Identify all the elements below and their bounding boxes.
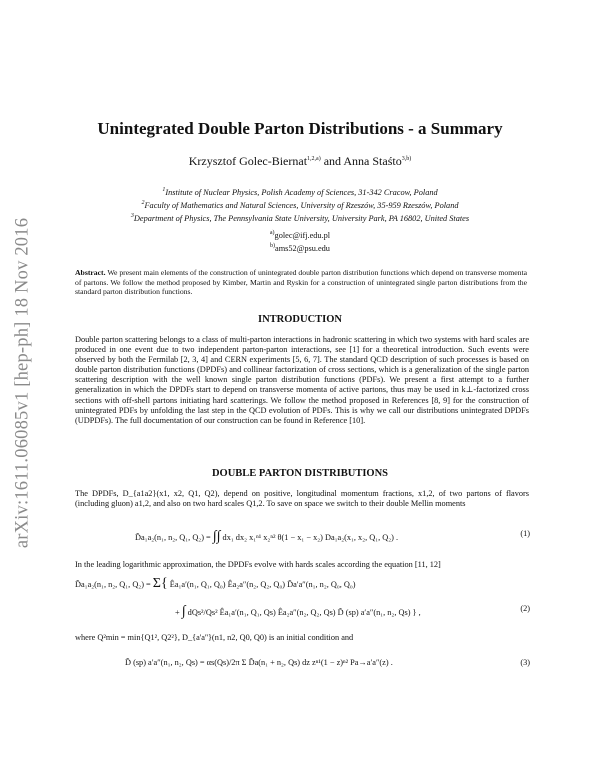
dQ-fraction: dQs²/Qs² (185, 608, 220, 617)
email-address[interactable]: ams52@psu.edu (275, 243, 330, 253)
equation-2-line-2 (75, 604, 530, 620)
abstract-text: We present main elements of the construction of unintegrated double parton distribution functions which depend on transverse momenta of partons. We follow the method proposed by Kimber, Martin and Ryskin for a construction of unintegrated single parton distributions from the standard parton distribution functions. (75, 268, 527, 297)
affiliation-3 (0, 211, 600, 224)
affiliation-number: 2 (141, 199, 145, 206)
affiliation-1 (0, 185, 600, 198)
dpd-paragraph-2: In the leading logarithmic approximation, the DPDFs evolve with hards scales according the equation [11, 12] (75, 560, 441, 569)
eq1-lhs: D̃a₁a₂(n₁, n₂, Q₁, Q₂) = (135, 533, 213, 542)
affiliation-text: Department of Physics, The Pennsylvania State University, University Park, PA 16802, United States (133, 213, 470, 223)
eq3-rhs: Σ D̃a(n₁ + n₂, Qs) dz zⁿ¹(1 − z)ⁿ² Pa→a′a″(z) . (239, 658, 393, 667)
author-1-affil: 1,2,a) (307, 156, 321, 162)
abstract-label: Abstract. (75, 268, 106, 277)
arxiv-stamp-text: arXiv:1611.06085v1 [hep-ph] 18 Nov 2016 (12, 217, 33, 549)
dpd-paragraph-1: The DPDFs, D_{a1a2}(x1, x2, Q1, Q2), depend on positive, longitudinal momentum fractions, x1,2, of two partons of flavors (including gluon) a1,2, and also on two hard scales Q1,2. To save on space we switch to their double Mellin moments (75, 489, 529, 509)
plus-sign: + (175, 608, 182, 617)
equation-number-2: (2) (520, 604, 530, 613)
affiliations (0, 185, 600, 223)
affiliation-text: Faculty of Mathematics and Natural Sciences, University of Rzeszów, 35-959 Rzeszów, Poland (144, 200, 459, 210)
email-1 (0, 228, 600, 241)
equation-3 (75, 658, 530, 667)
brace-open: { (160, 576, 168, 591)
email-2 (0, 241, 600, 254)
eq3-lhs: D̃ (sp) a′a″(n₁, n₂, Qs) = (125, 658, 207, 667)
email-tag: a) (269, 230, 275, 236)
emails (0, 228, 600, 254)
author-line (0, 154, 600, 169)
sum-symbol: Σ (152, 576, 161, 591)
affiliation-number: 1 (162, 187, 166, 193)
section-heading-double-parton: DOUBLE PARTON DISTRIBUTIONS (211, 468, 389, 479)
email-tag: b) (270, 242, 276, 249)
author-1: Krzysztof Golec-Biernat (188, 154, 308, 168)
author-conjunction: and (320, 154, 344, 168)
equation-number-3: (3) (520, 658, 530, 667)
affiliation-number: 3 (130, 212, 134, 219)
affiliation-text: Institute of Nuclear Physics, Polish Academy of Sciences, 31-342 Cracow, Poland (165, 187, 438, 197)
affiliation-2 (0, 198, 600, 211)
paper-title: Unintegrated Double Parton Distributions - a Summary (97, 119, 503, 138)
author-2-affil: 3,b) (401, 156, 412, 162)
eq2-lhs: D̃a₁a₂(n₁, n₂, Q₁, Q₂) = (75, 580, 153, 589)
equation-2 (75, 576, 530, 592)
equation-number-1: (1) (520, 529, 530, 538)
eq2-line2: Êa₁a′(n₁, Q₁, Qs) Êa₂a″(n₂, Q₂, Qs) D̃ (sp) a′a″(n₁, n₂, Qs) } , (219, 608, 421, 617)
section-heading-introduction: INTRODUCTION (257, 314, 342, 325)
dpd-paragraph-3: where Q²min = min{Q1², Q2²}, D_{a'a''}(n1, n2, Q0, Q0) is an initial condition and (75, 633, 354, 642)
introduction-paragraph: Double parton scattering belongs to a class of multi-parton interactions in hadronic scattering in which two systems with hard scales are produced in one event due to two independent parton-parton interactions, see [1] for a theoretical introduction. Such events were observed by both the Fermilab [2, 3, 4] and CERN experiments [5, 6, 7]. The standard QCD description of such processes is based on double parton distribution functions (DPDFs) and collinear factorization of cross sections, which is a generalization of the single parton scattering description with the well known single parton distribution functions (PDFs). We present a first attempt to a further generalization in which the DPDFs start to depend on transverse momenta of active partons, thus may be used in k⊥-factorized cross sections with off-shell partons initiating hard scatterings. We follow the method proposed in References [8, 9] for the construction of unintegrated PDFs by unfolding the last step in the QCD evolution of PDFs. This is why we call our distributions unintegrated DPDFs (UDPDFs). The full documentation of our construction can be found in Reference [10]. (75, 335, 529, 425)
email-address[interactable]: golec@ifj.edu.pl (274, 230, 331, 240)
equation-1 (75, 529, 530, 545)
abstract (75, 268, 527, 297)
integral-symbol: ∫ (181, 604, 186, 619)
author-2: Anna Staśto (343, 154, 402, 168)
integral-symbol: ∫∫ (212, 529, 221, 544)
eq2-line1: Êa₁a′(n₁, Q₁, Q₀) Êa₂a″(n₂, Q₂, Q₀) D̃a′a″(n₁, n₂, Q₀, Q₀) (167, 580, 356, 589)
alpha-fraction: αs(Qs)/2π (206, 658, 240, 667)
eq1-rhs: dx₁ dx₂ x₁ⁿ¹ x₂ⁿ² θ(1 − x₁ − x₂) Da₁a₂(x₁, x₂, Q₁, Q₂) . (220, 533, 399, 542)
